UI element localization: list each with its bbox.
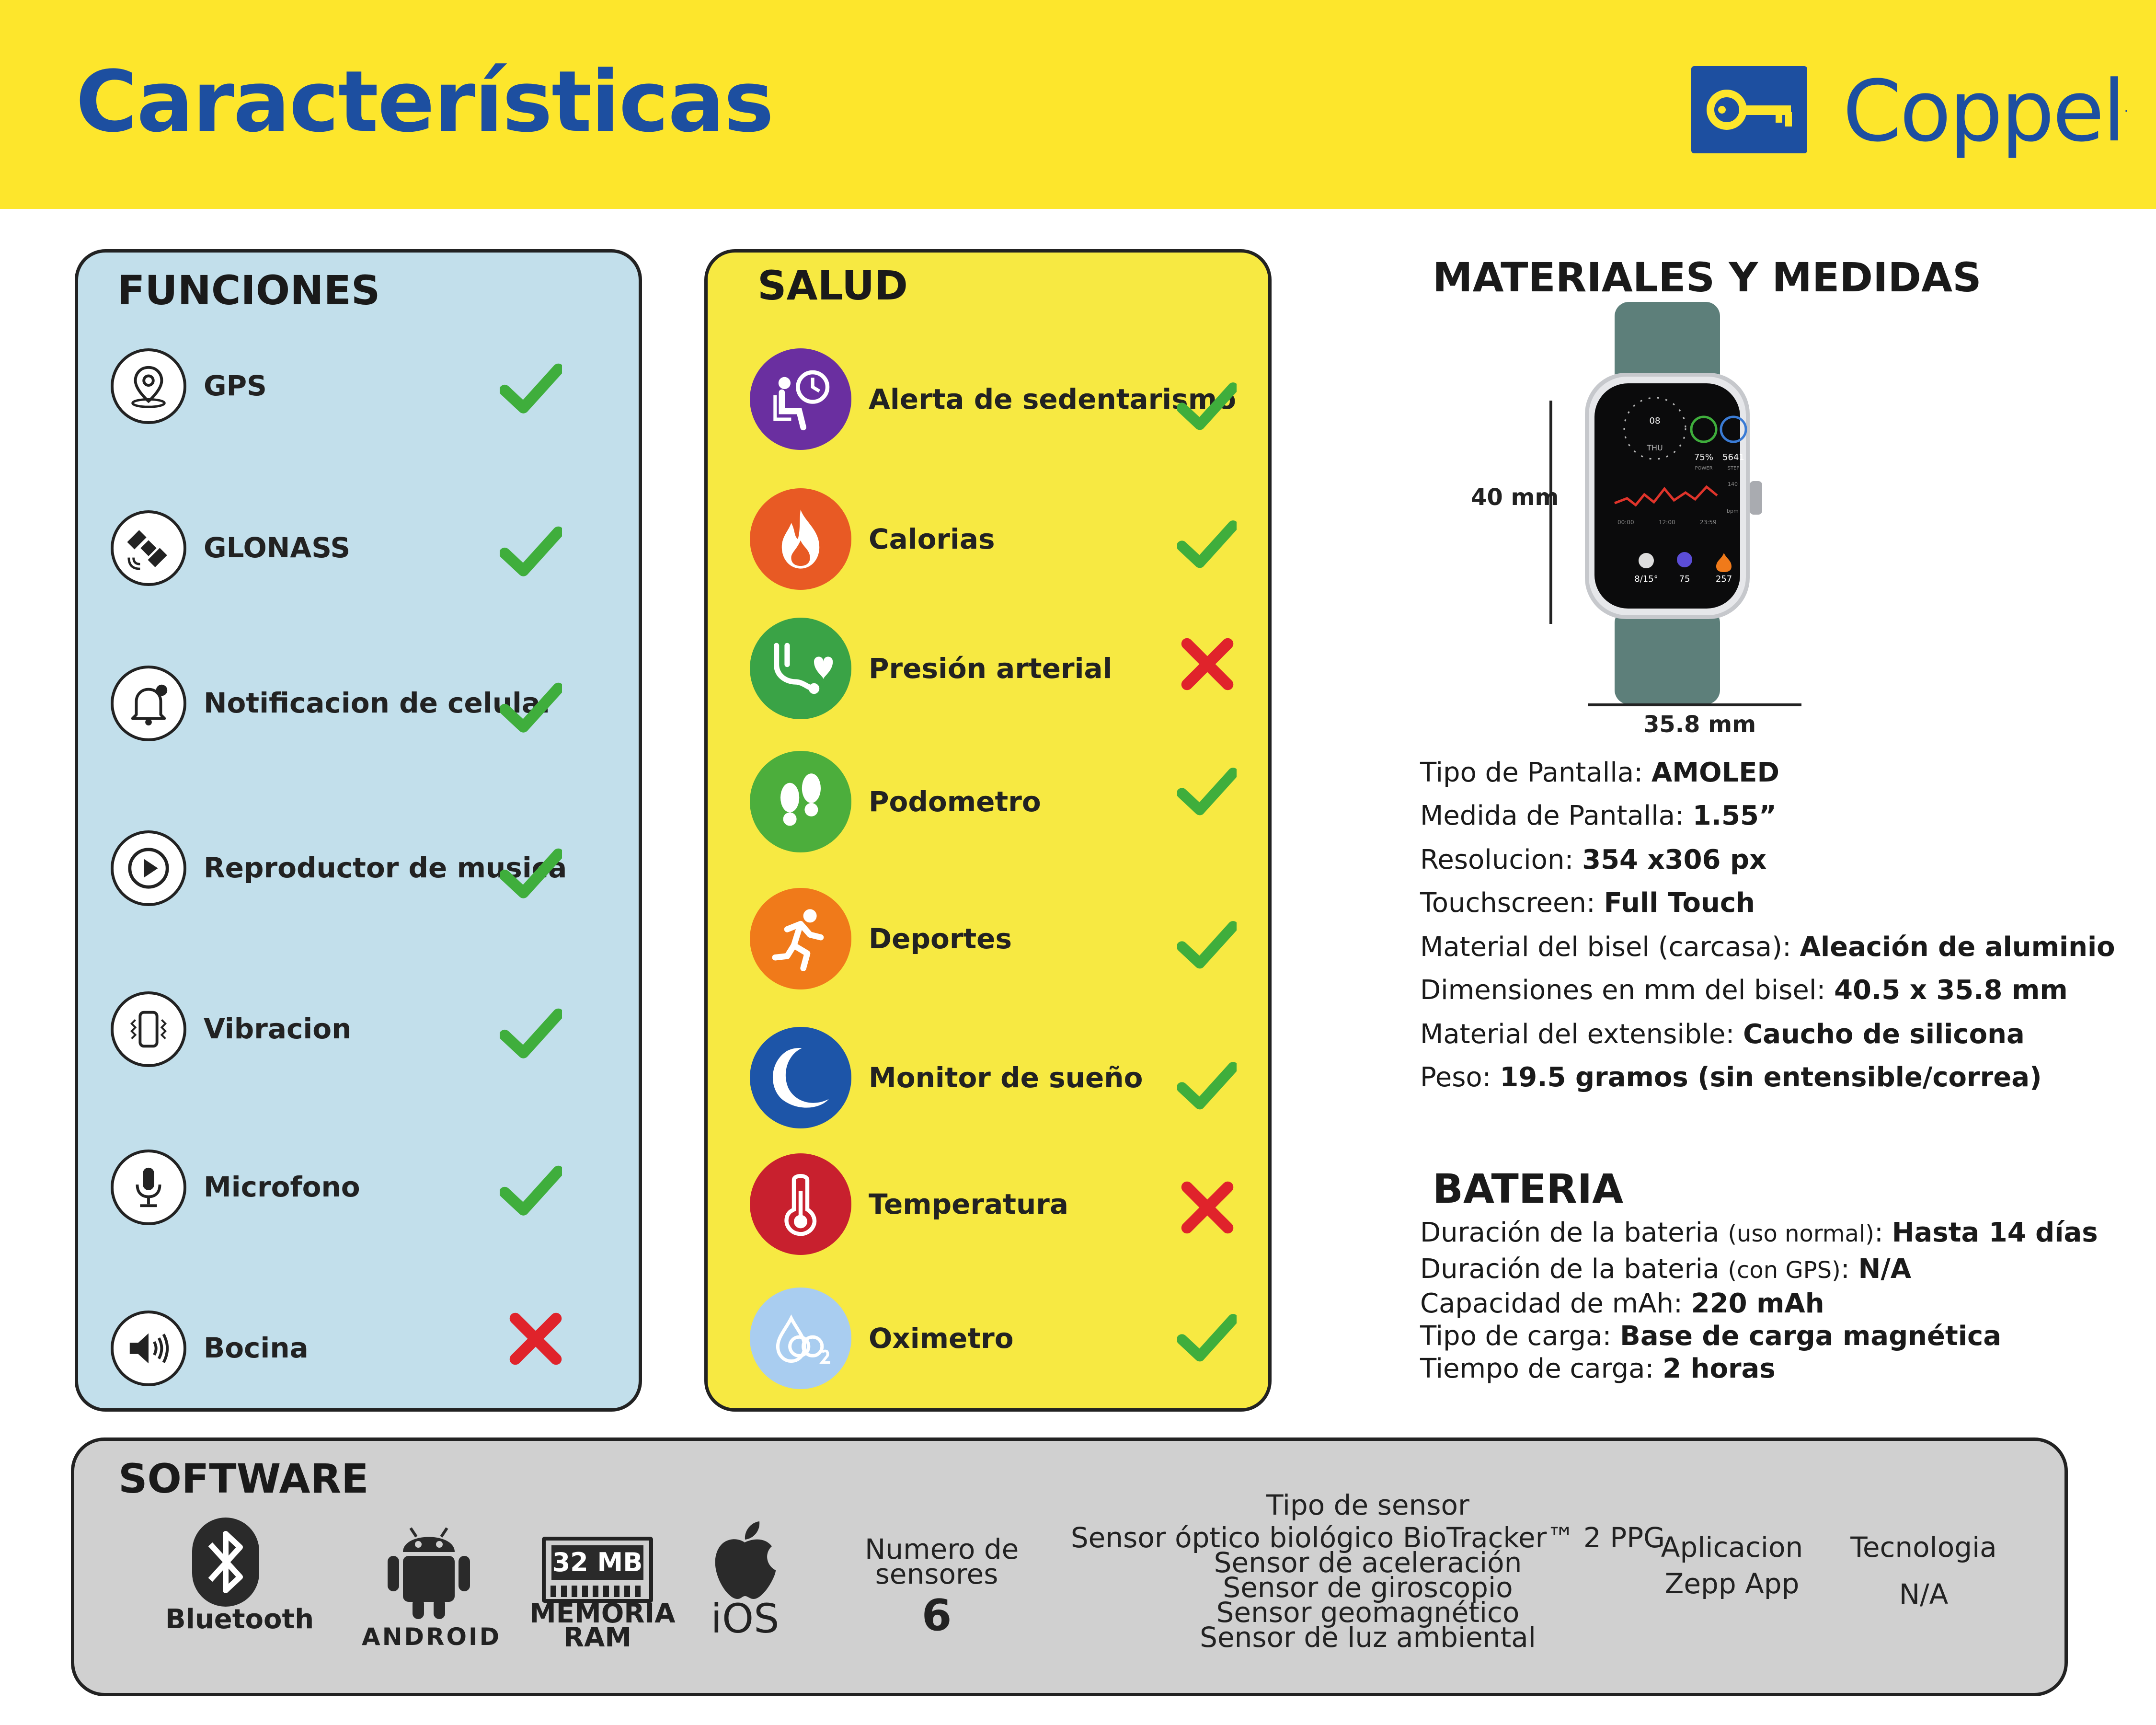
feature-row-notificacion [78,666,639,752]
width-label: 35.8 mm [1643,711,1756,738]
spec-row: Tipo de Pantalla: AMOLED [1420,757,1779,788]
check-icon [1177,377,1237,437]
cross-icon [507,1311,564,1367]
battery-row: Duración de la bateria (con GPS): N/A [1420,1254,1912,1285]
watch-face-time-3: 23:59 [1700,519,1717,526]
feature-label: Vibracion [204,1012,352,1045]
health-label: Temperatura [869,1188,1068,1220]
bluetooth-icon [192,1518,259,1607]
sensor-type-item: Sensor de luz ambiental [1200,1621,1536,1654]
spec-row: Medida de Pantalla: 1.55” [1420,800,1777,831]
ios-label: iOS [711,1595,780,1642]
feature-label: Bocina [204,1332,309,1364]
watch-face-day: THU [1647,443,1663,452]
stethoscope-icon [750,618,851,719]
health-label: Calorias [869,523,995,555]
battery-row: Capacidad de mAh: 220 mAh [1420,1288,1824,1319]
key-icon [1691,66,1807,153]
feature-row-glonass [78,510,639,597]
sensor-type-item: Sensor geomagnético [1216,1596,1520,1629]
check-icon [500,677,562,739]
feature-label: Notificacion de celular [204,687,554,719]
health-row-presion [708,618,1268,723]
cross-icon [1179,636,1236,692]
thermometer-icon [750,1153,851,1255]
page-title: Características [76,53,773,151]
feature-label: Microfono [204,1171,360,1203]
watch-image [1533,302,1840,704]
health-row-sueno [708,1027,1268,1132]
bateria-title: BATERIA [1433,1165,1624,1212]
cross-icon [1179,1179,1236,1236]
health-label: Deportes [869,922,1012,955]
vibration-icon [111,991,186,1067]
watch-face-cal: 257 [1715,574,1732,584]
memory-value: 32 MB [551,1545,643,1580]
sensor-type-title: Tipo de sensor [1266,1489,1469,1521]
materiales-title: MATERIALES Y MEDIDAS [1433,254,1982,301]
footprints-icon [750,751,851,852]
watch-face-bpm-label: bpm [1727,508,1739,514]
width-dimension-line [1588,703,1801,706]
health-row-temperatura [708,1153,1268,1259]
height-dimension-line [1549,401,1552,624]
feature-row-vibracion [78,991,639,1078]
sensors-count-value: 6 [921,1590,952,1641]
spec-row: Dimensiones en mm del bisel: 40.5 x 35.8 mm [1420,975,2068,1006]
health-row-podometro [708,751,1268,856]
battery-row: Tiempo de carga: 2 horas [1420,1353,1776,1384]
software-title: SOFTWARE [118,1455,369,1502]
feature-label: GPS [204,369,267,402]
tech-title: Tecnologia [1850,1531,1997,1564]
sensors-count-label: Numero de sensores [865,1533,1019,1590]
coppel-logo-mark [1691,66,1807,153]
sensor-type-item: Sensor de giroscopio [1223,1571,1513,1604]
watch-face-steps-label: STEP [1727,466,1740,471]
health-label: Alerta de sedentarismo [869,383,1236,415]
memory-pins [550,1586,644,1597]
header-banner [0,0,2156,209]
health-row-sedentarismo [708,348,1268,454]
oxygen-icon [750,1288,851,1389]
tech-value: N/A [1899,1578,1949,1610]
watch-face-hour: 08 [1649,416,1661,426]
watch-face-time-2: 12:00 [1659,519,1675,526]
spec-row: Resolucion: 354 x306 px [1420,844,1767,875]
watch-face-power-label: POWER [1695,466,1713,471]
watch-face-weather: 8/15° [1634,574,1658,584]
check-icon [1177,1057,1237,1116]
check-icon [1177,1309,1237,1368]
android-label: ANDROID [362,1623,502,1651]
play-icon [111,830,186,906]
feature-row-gps [78,348,639,435]
check-icon [500,358,562,420]
watch-face-power: 75% [1694,452,1714,462]
height-label: 40 mm [1471,484,1559,511]
check-icon [1177,762,1237,822]
microphone-icon [111,1150,186,1225]
health-row-oximetro [708,1288,1268,1393]
memory-label: MEMORIA RAM [529,1598,676,1653]
sensor-type-item: Sensor de aceleración [1214,1546,1522,1579]
app-title: Aplicacion [1661,1531,1803,1564]
funciones-title: FUNCIONES [117,267,380,314]
memory-chip [542,1537,653,1603]
check-icon [500,1160,562,1222]
spec-row: Peso: 19.5 gramos (sin entensible/correa) [1420,1062,2042,1093]
check-icon [500,521,562,583]
watch-face-bpm: 140 [1728,481,1738,487]
spec-row: Material del bisel (carcasa): Aleación de aluminio [1420,932,2115,963]
check-icon [1177,916,1237,975]
watch-face-steps: 5641 [1722,452,1744,462]
watch-face-pai: 75 [1679,574,1690,584]
android-icon [381,1518,477,1621]
battery-row: Tipo de carga: Base de carga magnética [1420,1321,2001,1352]
health-label: Presión arterial [869,652,1112,685]
health-label: Monitor de sueño [869,1061,1143,1094]
feature-row-microfono [78,1150,639,1236]
satellite-icon [111,510,186,586]
coppel-logo-text: Coppel. [1843,62,2127,161]
salud-title: SALUD [757,262,908,309]
battery-row: Duración de la bateria (uso normal): Hasta 14 días [1420,1217,2098,1248]
check-icon [1177,515,1237,575]
feature-row-reproductor [78,830,639,917]
health-row-calorias [708,488,1268,594]
check-icon [500,1003,562,1065]
feature-label: Reproductor de musica [204,851,567,884]
funciones-panel [75,249,642,1412]
health-row-deportes [708,888,1268,993]
bell-icon [111,666,186,741]
runner-icon [750,888,851,989]
check-icon [500,843,562,905]
feature-row-bocina [78,1311,639,1397]
app-value: Zepp App [1664,1567,1800,1600]
flame-icon [750,488,851,590]
spec-row: Material del extensible: Caucho de silicona [1420,1019,2025,1050]
bluetooth-label: Bluetooth [165,1604,314,1635]
feature-label: GLONASS [204,531,351,564]
apple-icon [709,1518,780,1602]
watch-face-time-1: 00:00 [1617,519,1634,526]
moon-icon [750,1027,851,1128]
software-panel [71,1438,2068,1696]
sedentary-icon [750,348,851,450]
salud-panel [704,249,1272,1412]
sensor-type-item: Sensor óptico biológico BioTracker™ 2 PPG [1070,1521,1665,1554]
spec-row: Touchscreen: Full Touch [1420,887,1755,919]
map-pin-icon [111,348,186,424]
health-label: Oximetro [869,1322,1014,1355]
health-label: Podometro [869,785,1041,818]
speaker-icon [111,1311,186,1386]
